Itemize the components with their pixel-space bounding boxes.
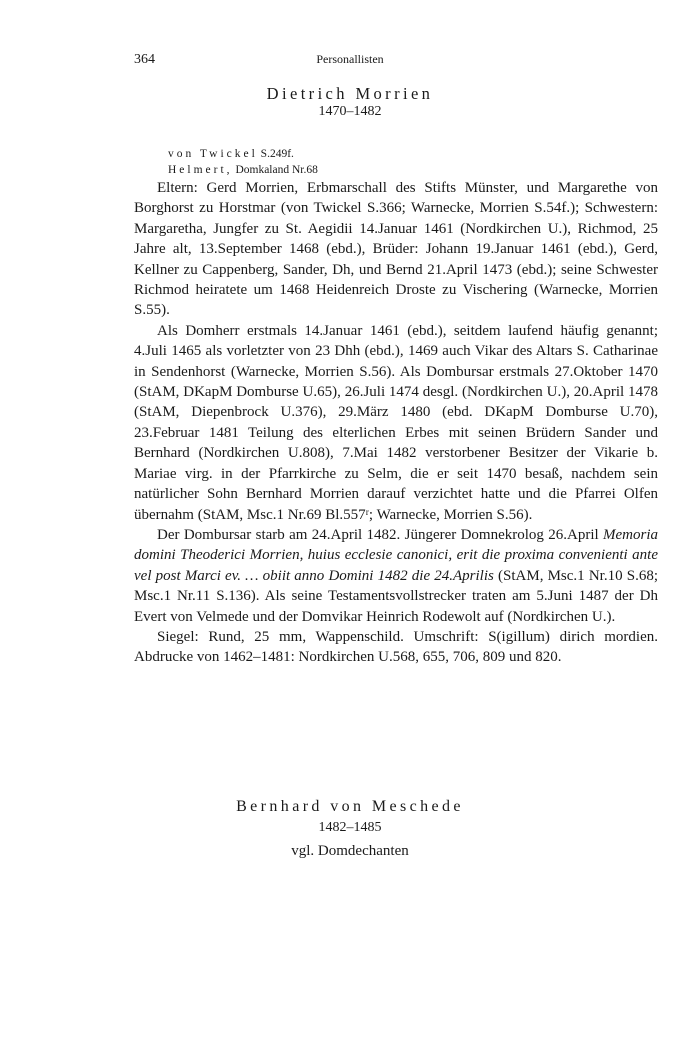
paragraph-career: Als Domherr erstmals 14.Januar 1461 (ebd.), seitdem laufend häufig genannt; 4.Juli 1465 als vorletzter von 23 Dhh (ebd.), 1469 auch Vikar des Altars S. Catharinae in Sendenhorst (Warnecke, Morrien S.56). Als Dombursar erstmals 27.Oktober 1470 (StAM, DKapM Domburse U.65), 26.Juli 1474 desgl. (Nordkirchen U.), 20.April 1478 (StAM, Diepenbrock U.376), 29.März 1480 (ebd. DKapM Domburse U.70), 23.Februar 1481 Teilung des elterlichen Erbes mit seinen Brüdern Sander und Bernhard (Nordkirchen U.808), 7.Mai 1482 verstorbener Besitzer der Vikarie b. Mariae virg. in der Pfarrkirche zu Selm, die er seit 1470 besaß, nachdem sein natürlicher Sohn Bernhard Morrien darauf verzichtet hatte und die Pfarrei Olfen übernahm (StAM, Msc.1 Nr.69 Bl.557ʳ; Warnecke, Morrien S.56). — [134, 322, 658, 523]
entry-body — [134, 178, 658, 668]
paragraph-death — [134, 525, 658, 627]
death-text: Der Dombursar starb am 24.April 1482. Jüngerer Domnekrolog 26.April — [157, 526, 603, 543]
running-title: Personallisten — [316, 52, 384, 66]
cross-reference: vgl. Domdechanten — [291, 843, 409, 859]
literature-author: von Twickel — [168, 148, 258, 160]
paragraph-seal: Siegel: Rund, 25 mm, Wappenschild. Umschrift: S(igillum) dirich mordien. Abdrucke von 1462–1481: Nordkirchen U.568, 655, 706, 809 und 820. — [134, 628, 658, 666]
entry-title: Bernhard von Meschede — [236, 798, 464, 815]
literature-author: Helmert, — [168, 164, 233, 176]
death-text-continued: (StAM, Msc.1 Nr.10 S.68; Msc.1 Nr.11 S.136). Als seine Testamentsvollstrecker traten am 5.Juni 1487 der Dh Evert von Velmede und der Domvikar Heinrich Rodewolt auf (Nordkirchen U.). — [134, 567, 658, 625]
entry-years: 1470–1482 — [318, 104, 382, 119]
entry-title: Dietrich Morrien — [266, 84, 434, 103]
literature-line — [168, 164, 318, 176]
page-number: 364 — [134, 52, 155, 67]
entry-years: 1482–1485 — [318, 820, 382, 835]
literature-ref: S.249f. — [260, 148, 294, 160]
paragraph-family: Eltern: Gerd Morrien, Erbmarschall des Stifts Münster, und Margarethe von Borghorst zu Horstmar (von Twickel S.366; Warnecke, Morrien S.54f.); Schwestern: Margaretha, Jungfer zu St. Aegidii 14.Januar 1461 (Nordkirchen U.), Richmod, 25 Jahre alt, 13.September 1468 (ebd.), Brüder: Johann 19.Januar 1461 (ebd.), Gerd, Kellner zu Cappenberg, Sander, Dh, und Bernd 21.April 1473 (ebd.); seine Schwester Richmod heiratete um 1468 Heidenreich Droste zu Vischering (Warnecke, Morrien S.55). — [134, 180, 658, 319]
literature-ref: Domkaland Nr.68 — [235, 164, 318, 176]
necrology-quote: Memoria domini Theoderici Morrien, huius ecclesie canonici, erit die proxima convenienti ante vel post Marci ev. … obiit anno Domini 1482 die 24.Aprilis — [134, 526, 658, 584]
literature-line — [168, 148, 294, 160]
